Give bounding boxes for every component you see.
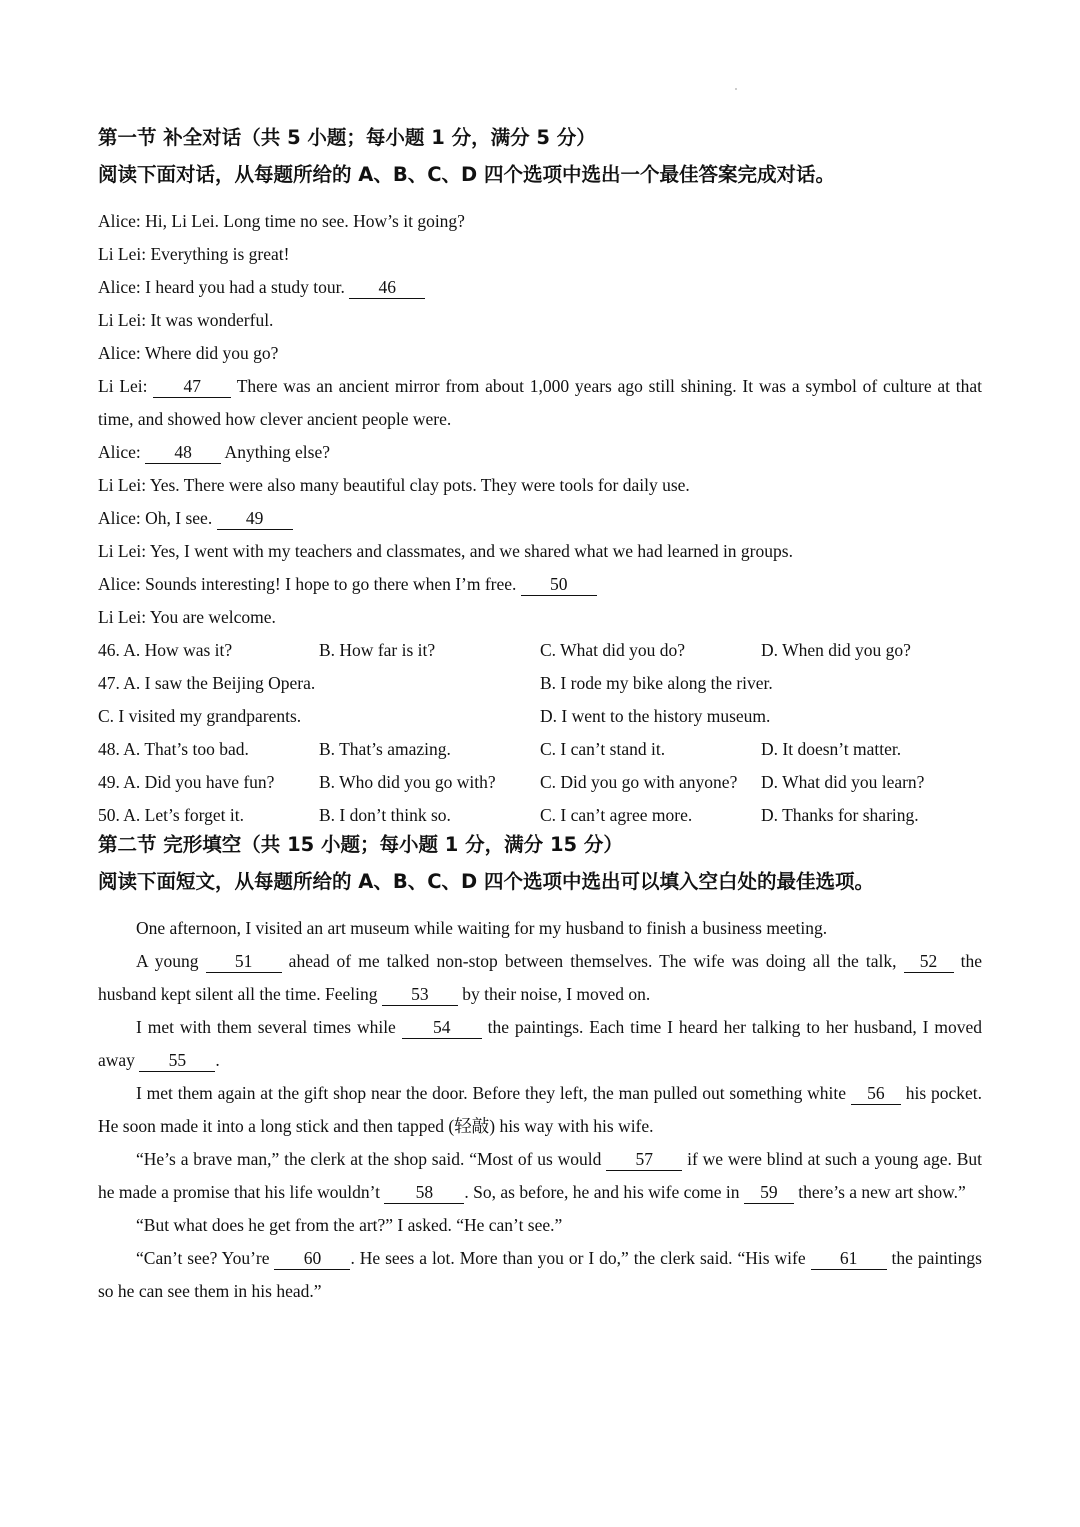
option-47-a[interactable]: 47. A. I saw the Beijing Opera. [98, 673, 316, 693]
section2-instruction: 阅读下面短文，从每题所给的 A、B、C、D 四个选项中选出可以填入空白处的最佳选项。 [98, 870, 875, 893]
passage-paragraph: “He’s a brave man,” the clerk at the shop said. “Most of us would 57 if we were blind at such a young age. But he made a promise that his life wouldn’t 58 . So, as before, he and his wife come in 59 there’s a new art show.” [98, 1149, 982, 1202]
blank-48[interactable]: 48 [145, 441, 221, 464]
blank-47[interactable]: 47 [153, 375, 231, 398]
blank-52[interactable]: 52 [904, 950, 954, 973]
options-47-row1 [98, 667, 982, 700]
dialogue-line: Li Lei: Everything is great! [98, 244, 290, 264]
blank-55[interactable]: 55 [139, 1049, 215, 1072]
dialogue-line: Alice: Hi, Li Lei. Long time no see. How’s it going? [98, 211, 465, 231]
option-50-a[interactable]: 50. A. Let’s forget it. [98, 805, 244, 825]
dialogue-line: Alice: Sounds interesting! I hope to go there when I’m free. 50 [98, 568, 982, 601]
blank-61[interactable]: 61 [811, 1247, 887, 1270]
blank-58[interactable]: 58 [384, 1181, 464, 1204]
option-47-b[interactable]: B. I rode my bike along the river. [540, 673, 773, 693]
dialogue-line: Li Lei: Yes. There were also many beautiful clay pots. They were tools for daily use. [98, 475, 690, 495]
passage-paragraph: “But what does he get from the art?” I asked. “He can’t see.” [136, 1215, 563, 1235]
options-46 [98, 634, 982, 667]
dialogue-line: Li Lei: 47 There was an ancient mirror from about 1,000 years ago still shining. It was a symbol of culture at that time, and showed how clever ancient people were. [98, 376, 983, 429]
option-48-b[interactable]: B. That’s amazing. [319, 739, 451, 759]
blank-46[interactable]: 46 [349, 276, 425, 299]
blank-54[interactable]: 54 [402, 1016, 482, 1039]
content [98, 126, 982, 1308]
options-48 [98, 733, 982, 766]
passage-paragraph: “Can’t see? You’re 60 . He sees a lot. More than you or I do,” the clerk said. “His wife 61 the paintings so he can see them in his head.” [98, 1248, 982, 1301]
blank-60[interactable]: 60 [274, 1247, 350, 1270]
passage-paragraph: I met them again at the gift shop near the door. Before they left, the man pulled out something white 56 his pocket. He soon made it into a long stick and then tapped (轻敲) his way with his wife. [98, 1083, 982, 1136]
option-46-b[interactable]: B. How far is it? [319, 640, 436, 660]
dialogue-line: Alice: Oh, I see. 49 [98, 502, 982, 535]
blank-56[interactable]: 56 [851, 1082, 901, 1105]
dialogue-line: Alice: 48 Anything else? [98, 442, 331, 462]
passage-paragraph: A young 51 ahead of me talked non-stop between themselves. The wife was doing all the talk, 52 the husband kept silent all the time. Feeling 53 by their noise, I moved on. [98, 951, 982, 1004]
option-47-c[interactable]: C. I visited my grandparents. [98, 706, 302, 726]
options-50 [98, 799, 982, 832]
option-49-b[interactable]: B. Who did you go with? [319, 772, 496, 792]
passage-paragraph: One afternoon, I visited an art museum while waiting for my husband to finish a business meeting. [136, 918, 828, 938]
option-46-c[interactable]: C. What did you do? [540, 640, 686, 660]
section2-title: 第二节 完形填空（共 15 小题；每小题 1 分，满分 15 分） [98, 833, 623, 856]
blank-49[interactable]: 49 [217, 507, 293, 530]
option-47-d[interactable]: D. I went to the history museum. [540, 706, 771, 726]
option-49-a[interactable]: 49. A. Did you have fun? [98, 772, 275, 792]
option-50-b[interactable]: B. I don’t think so. [319, 805, 451, 825]
section1-title: 第一节 补全对话（共 5 小题；每小题 1 分，满分 5 分） [98, 126, 596, 149]
dialogue-line: Li Lei: You are welcome. [98, 607, 276, 627]
options-49 [98, 766, 982, 799]
dialogue-line: Alice: I heard you had a study tour. 46 [98, 271, 982, 304]
option-48-a[interactable]: 48. A. That’s too bad. [98, 739, 249, 759]
dialogue-line: Li Lei: Yes, I went with my teachers and classmates, and we shared what we had learned in groups. [98, 541, 793, 561]
blank-50[interactable]: 50 [521, 573, 597, 596]
blank-57[interactable]: 57 [606, 1148, 682, 1171]
section1-instruction: 阅读下面对话，从每题所给的 A、B、C、D 四个选项中选出一个最佳答案完成对话。 [98, 163, 836, 186]
option-50-d[interactable]: D. Thanks for sharing. [761, 805, 919, 825]
option-50-c[interactable]: C. I can’t agree more. [540, 805, 693, 825]
blank-59[interactable]: 59 [744, 1181, 794, 1204]
option-48-d[interactable]: D. It doesn’t matter. [761, 739, 902, 759]
option-46-a[interactable]: 46. A. How was it? [98, 640, 233, 660]
options-47-row2 [98, 700, 982, 733]
blank-51[interactable]: 51 [206, 950, 282, 973]
option-48-c[interactable]: C. I can’t stand it. [540, 739, 666, 759]
option-49-c[interactable]: C. Did you go with anyone? [540, 772, 738, 792]
dialogue-line: Li Lei: It was wonderful. [98, 310, 274, 330]
option-46-d[interactable]: D. When did you go? [761, 640, 911, 660]
blank-53[interactable]: 53 [382, 983, 458, 1006]
passage-paragraph: I met with them several times while 54 the paintings. Each time I heard her talking to her husband, I moved away 55 . [98, 1017, 982, 1070]
scan-speck [735, 88, 737, 90]
option-49-d[interactable]: D. What did you learn? [761, 772, 925, 792]
dialogue-line: Alice: Where did you go? [98, 343, 279, 363]
